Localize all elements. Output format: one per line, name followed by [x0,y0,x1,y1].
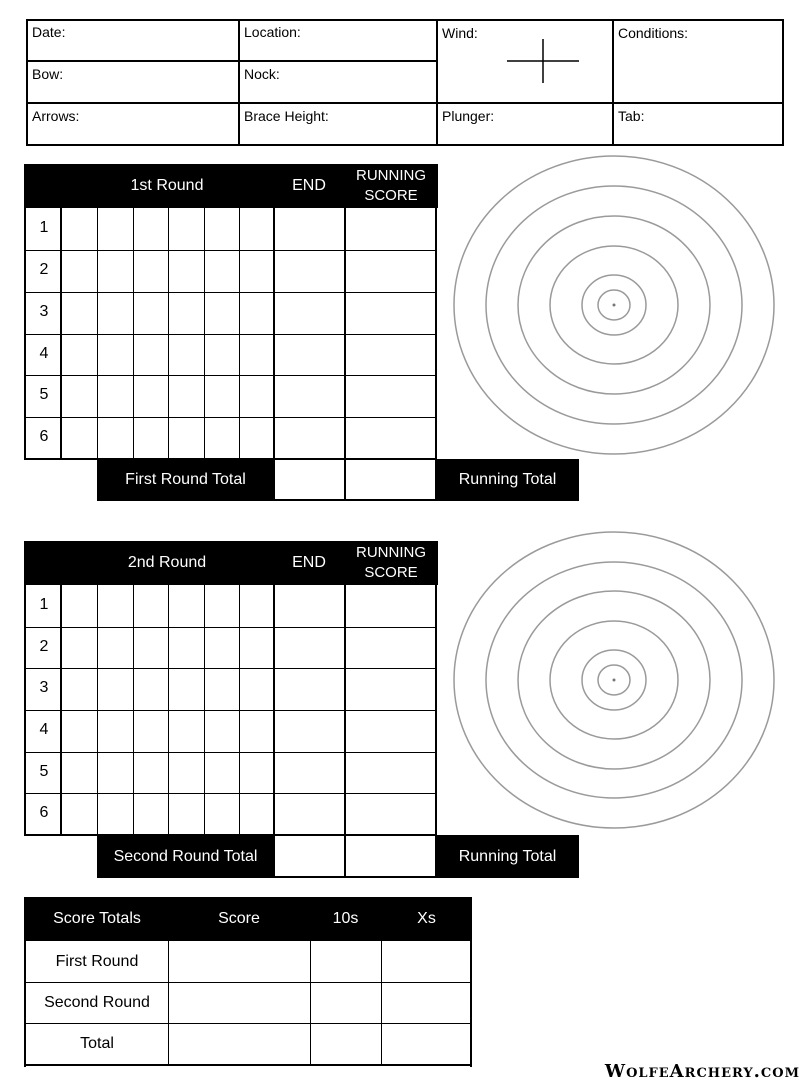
location-label: Location: [244,24,301,40]
round2-running-score-header: RUNNING SCORE [344,541,438,585]
target-icon [452,530,776,832]
round2-row-number: 1 [39,596,49,613]
round2-title: 2nd Round [60,541,274,585]
target-icon [452,154,776,456]
round1-row-number: 5 [39,386,49,403]
round2-row-number: 6 [39,804,49,821]
arrows-label: Arrows: [32,108,80,124]
totals-row-label: Second Round [44,993,150,1011]
nock-label: Nock: [244,66,280,82]
date-label: Date: [32,24,66,40]
tens-column-header: 10s [310,897,381,941]
round2-row-number: 2 [39,638,49,655]
brand-footer: WolfeArchery.com [604,1061,800,1082]
score-totals-header: Score Totals [26,897,168,941]
round2-row-number: 5 [39,763,49,780]
round2-row-number: 3 [39,679,49,696]
round2-row-number: 4 [39,721,49,738]
round1-end-header: END [274,164,344,208]
totals-row-label: Total [80,1034,114,1052]
wind-label: Wind: [442,25,478,41]
brace-height-label: Brace Height: [244,108,329,124]
plunger-label: Plunger: [442,108,495,124]
conditions-label: Conditions: [618,25,689,41]
round2-end-header: END [274,541,344,585]
round1-running-total-label: Running Total [436,459,579,501]
round1-running-score-header: RUNNING SCORE [344,164,438,208]
score-column-header: Score [168,897,310,941]
round1-row-number: 4 [39,345,49,362]
totals-row-label: First Round [55,952,139,970]
crosshair-icon [505,38,581,84]
tab-label: Tab: [618,108,645,124]
round1-row-number: 1 [39,219,49,236]
round1-row-number: 6 [39,428,49,445]
round1-title: 1st Round [60,164,274,208]
xs-column-header: Xs [381,897,472,941]
round2-total-label: Second Round Total [97,835,274,878]
round1-total-label: First Round Total [97,459,274,501]
round1-row-number: 2 [39,261,49,278]
round2-running-total-label: Running Total [436,835,579,878]
round1-row-number: 3 [39,303,49,320]
bow-label: Bow: [32,66,64,82]
